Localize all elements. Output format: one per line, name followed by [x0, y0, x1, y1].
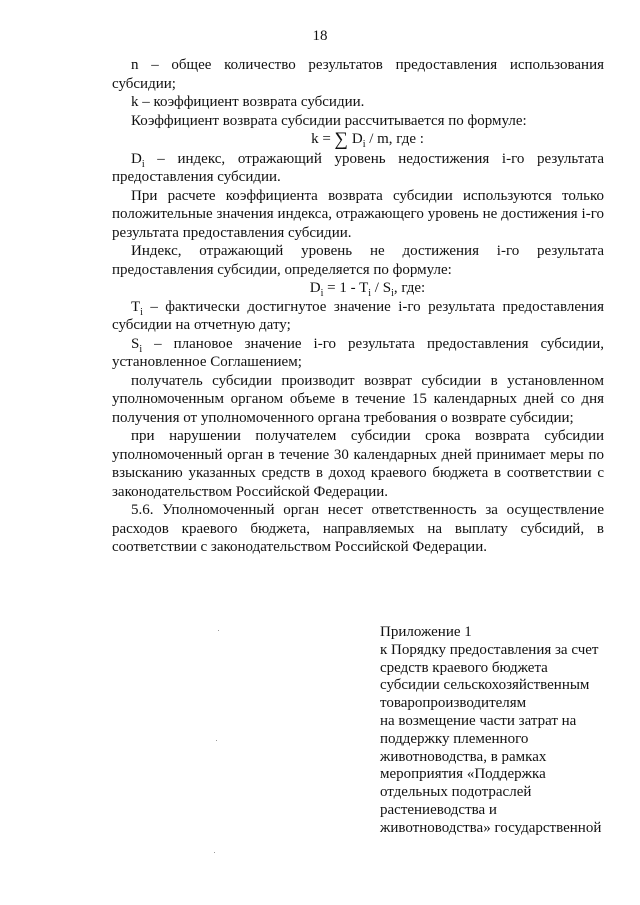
d-definition-text: – индекс, отражающий уровень недостижения i-го результата предоставления субсидии. — [112, 150, 604, 185]
formula-k-d: D — [348, 131, 363, 147]
s-definition-text: – плановое значение i-го результата предоставления субсидии, установленное Соглашением; — [112, 335, 604, 370]
s-subscript: i — [139, 343, 143, 355]
formula-k-d-subscript: i — [362, 139, 366, 150]
s-symbol: S — [131, 335, 140, 352]
paragraph-k-definition: k – коэффициент возврата субсидии. — [131, 94, 365, 110]
paragraph-index-intro: Индекс, отражающий уровень не достижения i-го результата предоставления субсидии, определяется по формуле: — [112, 243, 604, 278]
paragraph-refund-violation: при нарушении получателем субсидии срока возврата субсидии уполномоченный орган в течение 30 календарных дней принимает меры по взысканию указанных средств в доход краевого бюджета в соответствии с законодательством Российской Федерации. — [112, 428, 604, 500]
scan-speck — [218, 630, 219, 631]
appendix-line: к Порядку предоставления за счет — [380, 641, 599, 658]
paragraph-n-definition: n – общее количество результатов предоставления использования субсидии; — [112, 57, 604, 92]
appendix-line: субсидии сельскохозяйственным — [380, 677, 590, 694]
t-symbol: T — [131, 298, 141, 315]
formula-s-subscript: i — [391, 288, 394, 299]
formula-d-slash: / S — [371, 280, 392, 296]
paragraph-s-definition — [112, 335, 604, 372]
document-body — [112, 56, 604, 557]
page-number: 18 — [312, 28, 328, 44]
formula-k-rest: / m, где : — [365, 131, 424, 147]
formula-k-lhs: k = — [311, 131, 335, 147]
formula-k — [112, 130, 604, 150]
appendix-line: Приложение 1 — [380, 624, 472, 640]
appendix-line: на возмещение части затрат на — [380, 712, 577, 729]
formula-d-mid: = 1 - T — [323, 280, 369, 296]
appendix-line: растениеводства и — [380, 801, 497, 818]
scan-speck — [214, 852, 215, 853]
formula-d-subscript: i — [320, 288, 324, 299]
formula-t-subscript: i — [368, 288, 372, 299]
appendix-line: животноводства» государственной — [380, 819, 602, 836]
paragraph-formula-intro: Коэффициент возврата субсидии рассчитывается по формуле: — [131, 112, 527, 129]
formula-d — [112, 279, 604, 298]
appendix-line: поддержку племенного — [380, 730, 529, 747]
appendix-line: мероприятия «Поддержка — [380, 766, 546, 783]
t-definition-text: – фактически достигнутое значение i-го результата предоставления субсидии на отчетную дату; — [112, 298, 604, 333]
appendix-line: товаропроизводителям — [380, 695, 527, 712]
sum-sign: ∑ — [334, 129, 349, 150]
appendix-line: средств краевого бюджета — [380, 659, 548, 676]
formula-d-rest: , где: — [393, 280, 426, 296]
appendix-line: отдельных подотраслей — [380, 784, 532, 801]
t-subscript: i — [140, 306, 143, 318]
d-subscript: i — [141, 158, 145, 170]
paragraph-t-definition — [112, 298, 604, 335]
d-symbol: D — [131, 150, 142, 167]
appendix-block — [380, 624, 620, 838]
paragraph-refund-term: получатель субсидии производит возврат субсидии в установленном уполномоченным органом объеме в течение 15 календарных дней со дня получения от уполномоченного органа требования о возврате субсидии; — [112, 372, 604, 426]
paragraph-d-definition — [112, 150, 604, 187]
appendix-line: животноводства, в рамках — [380, 748, 547, 765]
paragraph-responsibility: 5.6. Уполномоченный орган несет ответственность за осуществление расходов краевого бюджета, направляемых на выплату субсидий, в соответствии с законодательством Российской Федерации. — [112, 502, 604, 555]
scan-speck — [216, 740, 217, 741]
formula-d-symbol: D — [309, 280, 321, 296]
paragraph-positive-values: При расчете коэффициента возврата субсидии используются только положительные значения индекса, отражающего уровень не достижения i-го результата предоставления субсидии. — [112, 187, 604, 241]
